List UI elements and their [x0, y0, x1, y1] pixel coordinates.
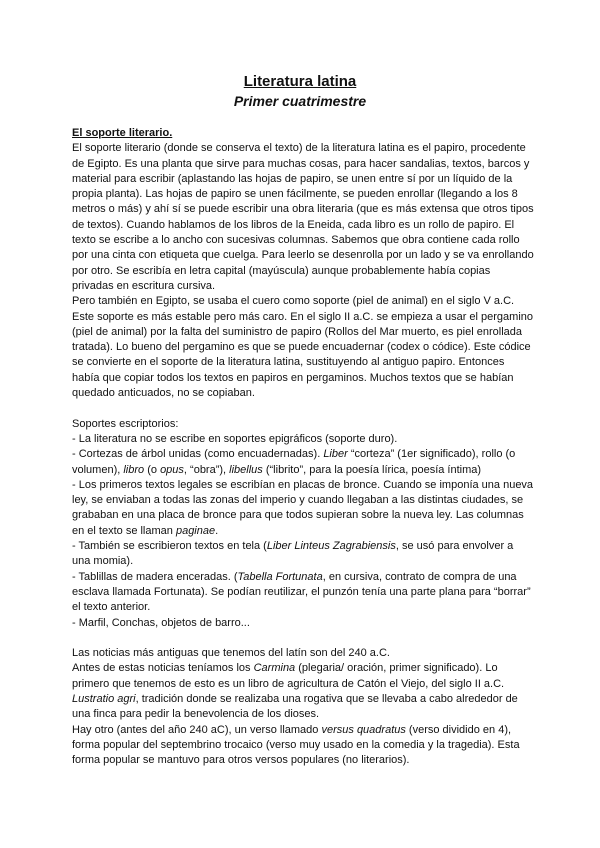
list-item-cortezas: - Cortezas de árbol unidas (como encuadernadas). Liber “corteza” (1er significado), rollo (o volumen), libro (o opus, “obra”), libellus (“librito”, para la poesía lírica, poesía íntima): [72, 448, 516, 476]
paragraph-papiro: El soporte literario (donde se conserva el texto) de la literatura latina es el papiro, procedente de Egipto. Es una planta que sirve para muchas cosas, para hacer sandalias, textos, barcos y material para escribir (aplastando las hojas de papiro, se unen entre sí por un líquido de la propia planta). Las hojas de papiro se unen fácilmente, se pueden enrollar (llegando a los 8 metros o más) y ahí sí se puede escribir una obra literaria (que es más extensa que otros tipos de textos). Cuando hablamos de los libros de la Eneida, cada libro es un rollo de papiro. El texto se escribe a lo ancho con sucesivas columnas. Sabemos que obra contiene cada rollo por una cinta con etiqueta que cuelga. Para leerlo se desenrolla por un lado y se va enrollando por otro. Se escribía en letra capital (mayúscula) aunque probablemente había copias privadas en escritura cursiva.: [72, 142, 534, 292]
document-title: Literatura latina: [243, 73, 357, 90]
list-item-bronce: - Los primeros textos legales se escribían en placas de bronce. Cuando se imponía una nueva ley, se enviaban a todas las zonas del imperio y cuando llegaban a las distintas ciudades, se grababan en una placa de bronce para que todos supieran sobre la nueva ley. Las columnas en el texto se llaman paginae.: [72, 478, 534, 537]
spacer: [72, 401, 534, 416]
document-body: [72, 126, 534, 768]
paragraph-versus: Hay otro (antes del año 240 aC), un verso llamado versus quadratus (verso dividido en 4), forma popular del septembrino trocaico (verso muy usado en la comedia y la tragedia). Esta forma popular se mantuvo para otros versos populares (no literarios).: [72, 723, 520, 767]
list-item-tablillas: - Tablillas de madera enceradas. (Tabella Fortunata, en cursiva, contrato de compra de una esclava llamada Fortunata). Se podían reutilizar, el punzón tenía una parte plana para “borrar” el texto anterior.: [72, 570, 531, 614]
spacer: [72, 631, 534, 646]
list-item-epigraficos: - La literatura no se escribe en soportes epigráficos (soporte duro).: [72, 432, 398, 445]
paragraph-carmina: Antes de estas noticias teníamos los Carmina (plegaria/ oración, primer significado). Lo primero que tenemos de esto es un libro de agricultura de Catón el Viejo, del siglo II a.C. Lustratio agri, tradición donde se realizaba una rogativa que se llevaba a cabo alrededor de una finca para pedir la benevolencia de los dioses.: [72, 662, 518, 721]
paragraph-pergamino: Pero también en Egipto, se usaba el cuero como soporte (piel de animal) en el siglo V a.C. Este soporte es más estable pero más caro. En el siglo II a.C. se empieza a usar el pergamino (piel de animal) por la falta del suministro de papiro (Rollos del Mar muerto, es piel enrollada tratada). Lo bueno del pergamino es que se puede encuadernar (codex o códice). Este códice se convierte en el soporte de la literatura latina, sustituyendo al antiguo papiro. Entonces había que copiar todos los textos en papiros en pergaminos. Muchos textos que se habían quedado anticuados, no se copiaban.: [72, 295, 534, 400]
paragraph-noticias: Las noticias más antiguas que tenemos del latín son del 240 a.C.: [72, 647, 390, 660]
list-item-tela: - También se escribieron textos en tela (Liber Linteus Zagrabiensis, se usó para envolver a una momia).: [72, 540, 514, 568]
section-heading: El soporte literario.: [72, 127, 173, 139]
document-subtitle: Primer cuatrimestre: [233, 93, 367, 109]
soportes-heading: Soportes escriptorios:: [72, 417, 179, 430]
list-item-marfil: - Marfil, Conchas, objetos de barro...: [72, 616, 250, 629]
